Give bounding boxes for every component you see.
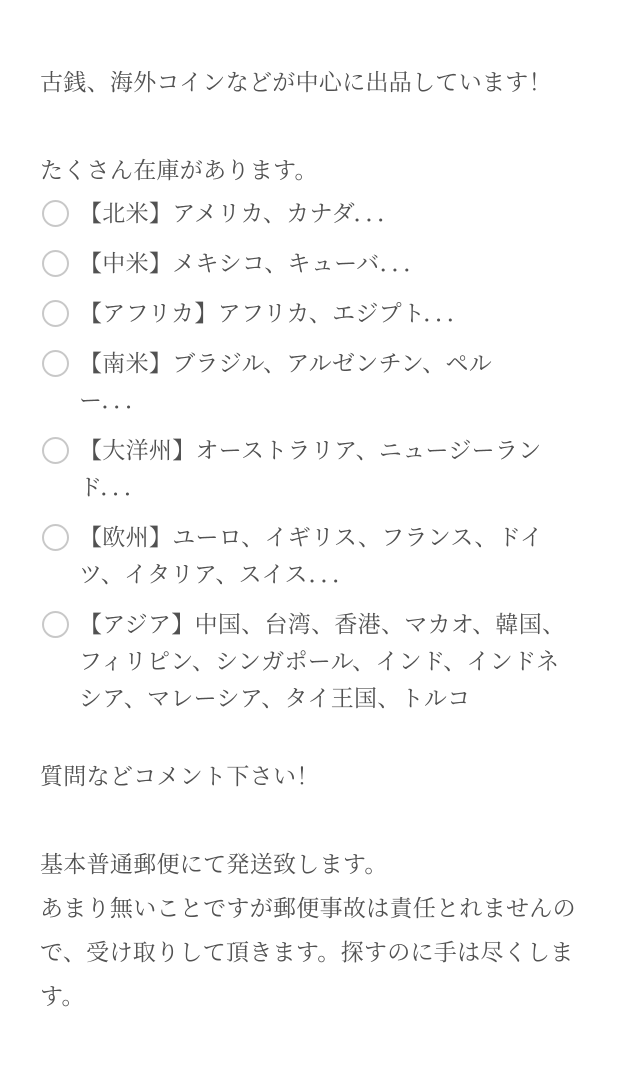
region-label-line: ー．．． bbox=[79, 387, 149, 413]
region-option-europe[interactable] bbox=[40, 519, 600, 593]
region-option-label bbox=[79, 432, 542, 506]
region-option-label bbox=[79, 195, 400, 232]
radio-circle-icon[interactable] bbox=[42, 250, 69, 277]
region-option-north-america[interactable] bbox=[40, 195, 600, 232]
radio-circle-icon[interactable] bbox=[42, 200, 69, 227]
region-option-label bbox=[79, 606, 565, 717]
region-label-line: 【北米】アメリカ、カナダ．．． bbox=[79, 200, 401, 226]
region-label-line: ド．．． bbox=[79, 474, 148, 500]
region-label-line: 【アフリカ】アフリカ、エジプト．．． bbox=[79, 300, 471, 326]
radio-circle-icon[interactable] bbox=[42, 300, 69, 327]
region-label-line: 【アジア】中国、台湾、香港、マカオ、韓国、 bbox=[79, 611, 566, 637]
radio-circle-icon[interactable] bbox=[42, 350, 69, 377]
shipping-line: 基本普通郵便にて発送致します。 bbox=[40, 851, 388, 877]
region-label-line: 【大洋州】オーストラリア、ニュージーラン bbox=[79, 437, 542, 463]
region-option-label bbox=[79, 345, 492, 419]
region-label-line: 【欧州】ユーロ、イギリス、フランス、ドイ bbox=[79, 524, 544, 550]
stock-line: たくさん在庫があります。 bbox=[40, 157, 318, 183]
intro-line: 古銭、海外コインなどが中心に出品しています！ bbox=[40, 69, 552, 95]
region-option-africa[interactable] bbox=[40, 295, 600, 332]
region-label-line: 【中米】メキシコ、キューバ．．． bbox=[79, 250, 427, 276]
region-options-list bbox=[40, 195, 600, 717]
shipping-paragraph bbox=[40, 842, 600, 1018]
intro-paragraph bbox=[40, 60, 600, 104]
shipping-line: で、受け取りして頂きます。探すのに手は尽くしま bbox=[40, 939, 574, 965]
question-line: 質問などコメント下さい！ bbox=[40, 763, 320, 789]
region-option-label bbox=[79, 295, 470, 332]
region-label-line: 【南米】ブラジル、アルゼンチン、ペル bbox=[79, 350, 493, 376]
shipping-line: あまり無いことですが郵便事故は責任とれませんの bbox=[40, 895, 576, 921]
shipping-line: す。 bbox=[40, 983, 85, 1009]
region-option-asia[interactable] bbox=[40, 606, 600, 717]
radio-circle-icon[interactable] bbox=[42, 524, 69, 551]
region-option-south-america[interactable] bbox=[40, 345, 600, 419]
region-option-label bbox=[79, 245, 427, 282]
radio-circle-icon[interactable] bbox=[42, 437, 69, 464]
radio-circle-icon[interactable] bbox=[42, 611, 69, 638]
region-option-oceania[interactable] bbox=[40, 432, 600, 506]
region-label-line: ツ、イタリア、スイス．．． bbox=[79, 561, 356, 587]
stock-paragraph bbox=[40, 148, 600, 192]
region-option-label bbox=[79, 519, 543, 593]
region-label-line: フィリピン、シンガポール、インド、インドネ bbox=[79, 648, 560, 674]
question-paragraph bbox=[40, 754, 600, 798]
region-option-central-america[interactable] bbox=[40, 245, 600, 282]
region-label-line: シア、マレーシア、タイ王国、トルコ bbox=[79, 685, 471, 711]
